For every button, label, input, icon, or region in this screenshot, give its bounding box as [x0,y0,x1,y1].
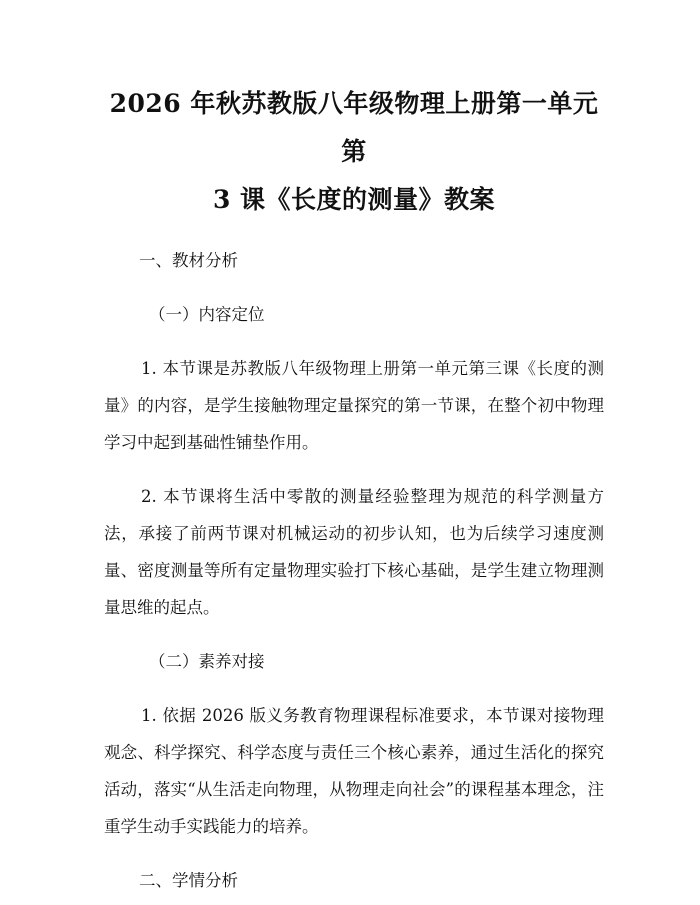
title-line-2: 3 课《长度的测量》教案 [212,185,496,214]
section-heading-textbook-analysis: 一、教材分析 [139,251,238,270]
paragraph-literacy-1: 1. 依据 2026 版义务教育物理课程标准要求，本节课对接物理观念、科学探究、科学态度与责任三个核心素养，通过生活化的探究活动，落实“从生活走向物理，从物理走向社会”的课程基本理念，注重学生动手实践能力的培养。 [104,706,604,836]
section-heading-student-analysis: 二、学情分析 [139,871,238,890]
title-line-1: 2026 年秋苏教版八年级物理上册第一单元第 [109,89,599,166]
paragraph-content-1: 1. 本节课是苏教版八年级物理上册第一单元第三课《长度的测量》的内容，是学生接触物理定量探究的第一节课，在整个初中物理学习中起到基础性铺垫作用。 [104,359,604,452]
document-title [104,0,604,224]
subsection-heading-content-positioning: （一）内容定位 [149,305,265,324]
subsection-heading-literacy-alignment: （二）素养对接 [149,652,265,671]
paragraph-content-2: 2. 本节课将生活中零散的测量经验整理为规范的科学测量方法，承接了前两节课对机械运动的初步认知，也为后续学习速度测量、密度测量等所有定量物理实验打下核心基础，是学生建立物理测量思维的起点。 [104,487,604,617]
